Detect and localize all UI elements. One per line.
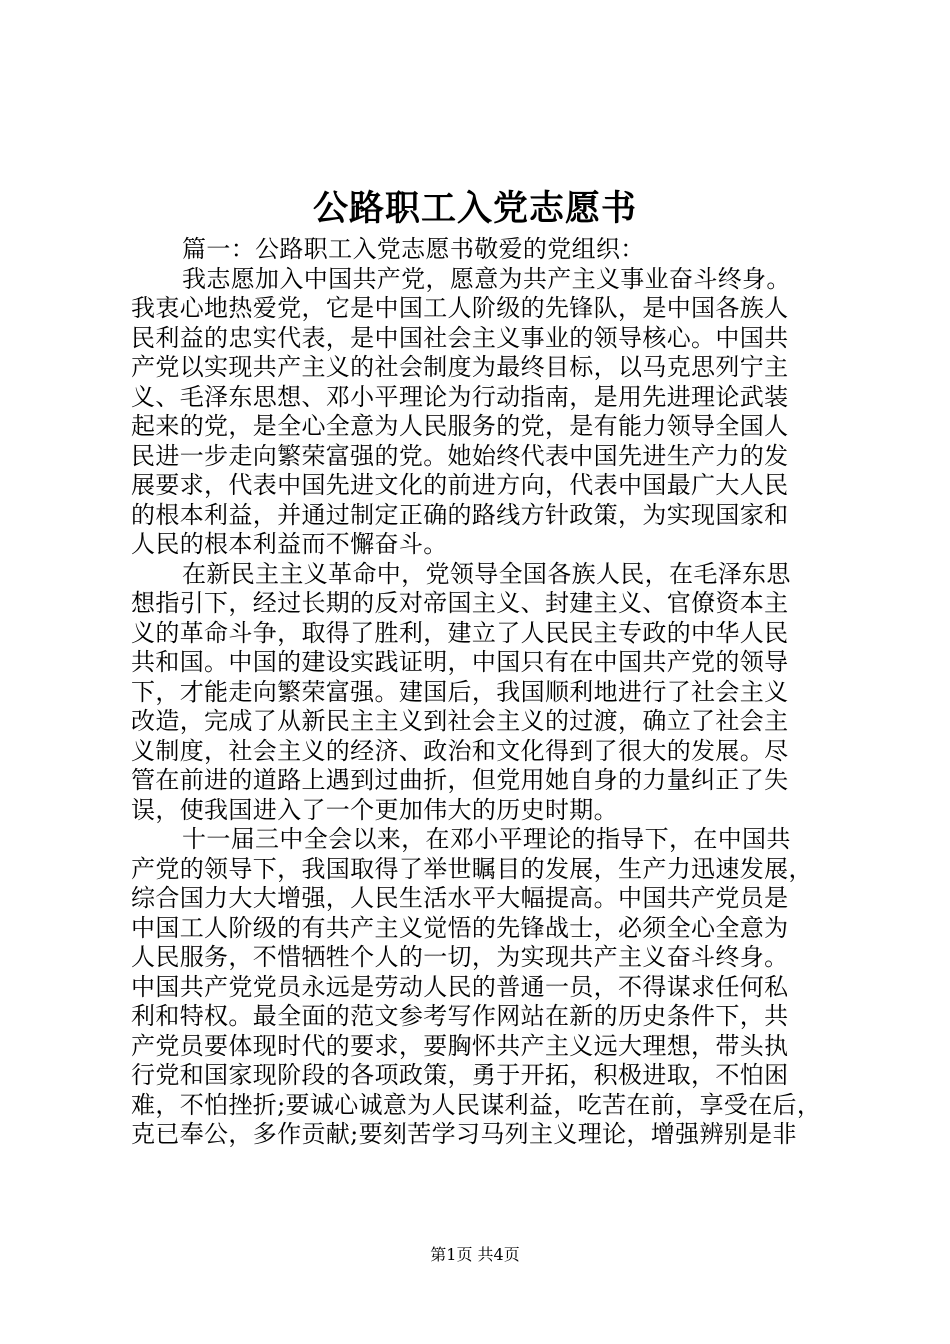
text-line: 改造，完成了从新民主主义到社会主义的过渡，确立了社会主 xyxy=(131,707,789,735)
text-line: 义、毛泽东思想、邓小平理论为行动指南，是用先进理论武装 xyxy=(131,382,789,411)
text-line: 人民服务，不惜牺牲个人的一切，为实现共产主义奋斗终身。 xyxy=(131,943,789,971)
text-line: 克已奉公，多作贡献;要刻苦学习马列主义理论，增强辨别是非 xyxy=(131,1120,797,1148)
text-line: 管在前进的道路上遇到过曲折，但党用她自身的力量纠正了失 xyxy=(131,766,789,794)
text-line: 展要求，代表中国先进文化的前进方向，代表中国最广大人民 xyxy=(131,471,789,499)
text-line: 中国工人阶级的有共产主义觉悟的先锋战士，必须全心全意为 xyxy=(131,913,789,942)
text-line: 民进一步走向繁荣富强的党。她始终代表中国先进生产力的发 xyxy=(131,441,789,470)
page-footer: 第1页 共4页 xyxy=(430,1245,520,1264)
text-line: 产党以实现共产主义的社会制度为最终目标，以马克思列宁主 xyxy=(131,353,789,381)
text-line: 我衷心地热爱党，它是中国工人阶级的先锋队，是中国各族人 xyxy=(131,294,789,322)
text-line: 难，不怕挫折;要诚心诚意为人民谋利益，吃苦在前，享受在后， xyxy=(131,1090,822,1119)
text-line: 我志愿加入中国共产党，愿意为共产主义事业奋斗终身。 xyxy=(182,264,791,293)
document-title: 公路职工入党志愿书 xyxy=(312,188,637,229)
document-body xyxy=(131,235,833,1150)
text-line: 中国共产党党员永远是劳动人民的普通一员，不得谋求任何私 xyxy=(131,972,789,1001)
text-line: 想指引下，经过长期的反对帝国主义、封建主义、官僚资本主 xyxy=(131,589,789,617)
text-line: 共和国。中国的建设实践证明，中国只有在中国共产党的领导 xyxy=(131,648,789,676)
text-line: 人民的根本利益而不懈奋斗。 xyxy=(131,530,448,558)
text-line: 综合国力大大增强，人民生活水平大幅提高。中国共产党员是 xyxy=(131,884,789,912)
text-line: 篇一：公路职工入党志愿书敬爱的党组织： xyxy=(182,235,645,263)
text-line: 产党员要体现时代的要求，要胸怀共产主义远大理想，带头执 xyxy=(131,1031,789,1060)
text-line: 民利益的忠实代表，是中国社会主义事业的领导核心。中国共 xyxy=(131,323,789,352)
text-line: 义制度，社会主义的经济、政治和文化得到了很大的发展。尽 xyxy=(131,736,789,765)
text-line: 产党的领导下，我国取得了举世瞩目的发展，生产力迅速发展， xyxy=(131,854,813,883)
text-line: 下，才能走向繁荣富强。建国后，我国顺利地进行了社会主义 xyxy=(131,677,789,706)
text-line: 误，使我国进入了一个更加伟大的历史时期。 xyxy=(131,795,618,824)
text-line: 义的革命斗争，取得了胜利，建立了人民民主专政的中华人民 xyxy=(131,618,789,647)
text-line: 起来的党，是全心全意为人民服务的党，是有能力领导全国人 xyxy=(131,412,789,440)
text-line: 利和特权。最全面的范文参考写作网站在新的历史条件下，共 xyxy=(131,1002,789,1030)
text-line: 在新民主主义革命中，党领导全国各族人民，在毛泽东思 xyxy=(182,559,791,588)
text-line: 行党和国家现阶段的各项政策，勇于开拓，积极进取，不怕困 xyxy=(131,1061,789,1089)
text-line: 的根本利益，并通过制定正确的路线方针政策，为实现国家和 xyxy=(131,500,789,529)
text-line: 十一届三中全会以来，在邓小平理论的指导下，在中国共 xyxy=(182,825,791,853)
